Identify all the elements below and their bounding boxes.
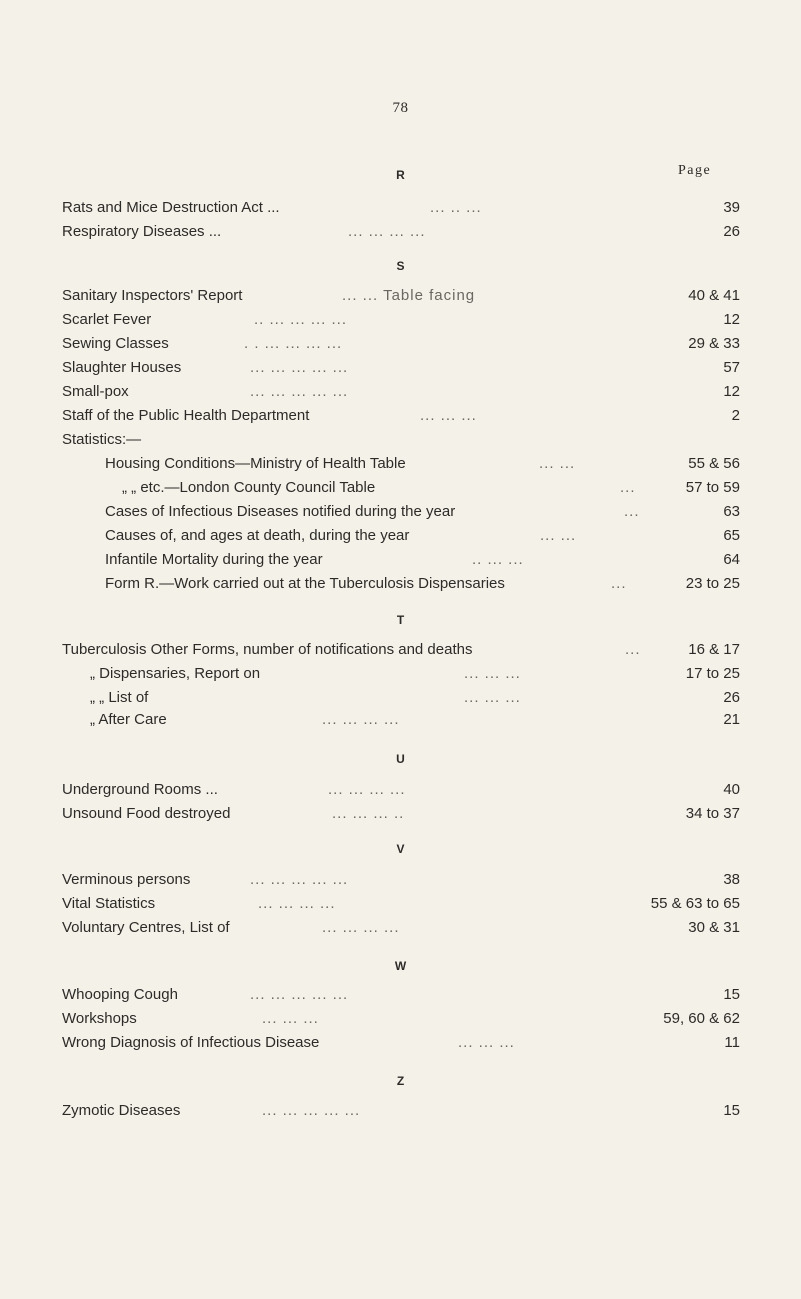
index-entry bbox=[62, 333, 740, 355]
entry-page: 17 to 25 bbox=[685, 665, 740, 682]
entry-leader: ... bbox=[625, 641, 641, 658]
entry-page: 15 bbox=[723, 986, 740, 1003]
entry-page: 23 to 25 bbox=[685, 575, 740, 592]
entry-label: Statistics:— bbox=[62, 431, 142, 448]
entry-leader: ... ... ... bbox=[458, 1034, 515, 1051]
index-entry bbox=[62, 1032, 740, 1054]
entry-label: „ Dispensaries, Report on bbox=[90, 665, 261, 682]
section-letter-t: T bbox=[396, 613, 405, 627]
entry-label: Form R.—Work carried out at the Tuberculosis Dispensaries bbox=[105, 575, 505, 592]
entry-label: Vital Statistics bbox=[62, 895, 156, 912]
entry-leader: ... ... bbox=[540, 527, 577, 544]
entry-page: 26 bbox=[723, 223, 740, 240]
index-entry bbox=[62, 687, 740, 709]
entry-page: 12 bbox=[723, 311, 740, 328]
entry-leader: ... ... ... ... ... bbox=[262, 1102, 361, 1119]
entry-page: 40 & 41 bbox=[688, 287, 740, 304]
index-entry bbox=[62, 1100, 740, 1122]
index-entry bbox=[62, 639, 740, 661]
section-letter-w: W bbox=[394, 959, 407, 973]
entry-page: 40 bbox=[723, 781, 740, 798]
entry-leader: ... ... ... ... bbox=[328, 781, 406, 798]
index-entry bbox=[62, 285, 740, 307]
index-entry bbox=[62, 477, 740, 499]
index-entry bbox=[62, 197, 740, 219]
entry-page: 29 & 33 bbox=[688, 335, 740, 352]
entry-leader: ... ... ... ... ... bbox=[250, 986, 349, 1003]
entry-leader: ... ... ... bbox=[262, 1010, 319, 1027]
entry-page: 55 & 63 to 65 bbox=[650, 895, 740, 912]
index-entry bbox=[62, 869, 740, 891]
index-entry bbox=[62, 893, 740, 915]
index-entry bbox=[62, 779, 740, 801]
index-entry bbox=[62, 917, 740, 939]
entry-page: 38 bbox=[723, 871, 740, 888]
entry-page: 63 bbox=[723, 503, 740, 520]
section-letter-z: Z bbox=[396, 1074, 405, 1088]
entry-page: 16 & 17 bbox=[688, 641, 740, 658]
entry-page: 2 bbox=[731, 407, 740, 424]
entry-leader: ... ... ... bbox=[464, 665, 521, 682]
index-entry bbox=[62, 549, 740, 571]
entry-label: Underground Rooms ... bbox=[62, 781, 218, 798]
entry-leader: ... ... Table facing bbox=[342, 287, 476, 304]
entry-leader: ... ... bbox=[539, 455, 576, 472]
entry-leader: ... ... ... ... ... bbox=[250, 359, 349, 376]
entry-leader: . . ... ... ... ... bbox=[244, 335, 343, 352]
index-entry bbox=[62, 429, 740, 451]
entry-label: Unsound Food destroyed bbox=[62, 805, 231, 822]
entry-page: 39 bbox=[723, 199, 740, 216]
entry-page: 34 to 37 bbox=[685, 805, 740, 822]
entry-label: Respiratory Diseases ... bbox=[62, 223, 222, 240]
section-letter-s: S bbox=[396, 259, 405, 273]
entry-page: 65 bbox=[723, 527, 740, 544]
section-letter-v: V bbox=[396, 842, 405, 856]
entry-page: 15 bbox=[723, 1102, 740, 1119]
entry-label: Staff of the Public Health Department bbox=[62, 407, 310, 424]
index-entry bbox=[62, 1008, 740, 1030]
section-letter-r: R bbox=[396, 168, 405, 182]
entry-page: 30 & 31 bbox=[688, 919, 740, 936]
entry-page: 21 bbox=[723, 711, 740, 728]
entry-label: Sewing Classes bbox=[62, 335, 169, 352]
index-entry bbox=[62, 381, 740, 403]
page-column-header: Page bbox=[678, 163, 712, 178]
index-entry bbox=[62, 221, 740, 243]
index-entry bbox=[62, 525, 740, 547]
entry-label: Housing Conditions—Ministry of Health Table bbox=[105, 455, 406, 472]
entry-label: Rats and Mice Destruction Act ... bbox=[62, 199, 280, 216]
index-entry bbox=[62, 309, 740, 331]
entry-page: 26 bbox=[723, 689, 740, 706]
entry-page: 11 bbox=[724, 1034, 740, 1051]
index-entry bbox=[62, 709, 740, 731]
index-entry bbox=[62, 357, 740, 379]
entry-label: Cases of Infectious Diseases notified during the year bbox=[105, 503, 456, 520]
index-entry bbox=[62, 803, 740, 825]
entry-leader: ... ... ... ... bbox=[322, 711, 400, 728]
entry-label: Zymotic Diseases bbox=[62, 1102, 181, 1119]
entry-page: 57 bbox=[723, 359, 740, 376]
index-entry bbox=[62, 663, 740, 685]
entry-label: Slaughter Houses bbox=[62, 359, 182, 376]
entry-leader: ... ... ... ... bbox=[322, 919, 400, 936]
entry-label: Tuberculosis Other Forms, number of notifications and deaths bbox=[62, 641, 473, 658]
entry-leader: .. ... ... bbox=[472, 551, 524, 568]
section-letter-u: U bbox=[396, 752, 405, 766]
entry-label: Scarlet Fever bbox=[62, 311, 152, 328]
entry-label: „ „ List of bbox=[90, 689, 149, 706]
entry-leader: ... ... ... ... ... bbox=[250, 871, 349, 888]
entry-page: 12 bbox=[723, 383, 740, 400]
entry-page: 59, 60 & 62 bbox=[663, 1010, 740, 1027]
entry-page: 64 bbox=[723, 551, 740, 568]
entry-label: Whooping Cough bbox=[62, 986, 178, 1003]
entry-label: Infantile Mortality during the year bbox=[105, 551, 323, 568]
index-entry bbox=[62, 453, 740, 475]
entry-page: 55 & 56 bbox=[688, 455, 740, 472]
entry-label: „ „ etc.—London County Council Table bbox=[122, 479, 376, 496]
entry-leader: ... ... ... ... bbox=[348, 223, 426, 240]
entry-label: Small-pox bbox=[62, 383, 129, 400]
entry-label: Causes of, and ages at death, during the year bbox=[105, 527, 410, 544]
entry-leader: .. ... ... ... ... bbox=[254, 311, 348, 328]
entry-page: 57 to 59 bbox=[685, 479, 740, 496]
entry-label: „ After Care bbox=[90, 711, 167, 728]
entry-label: Wrong Diagnosis of Infectious Disease bbox=[62, 1034, 320, 1051]
index-entry bbox=[62, 405, 740, 427]
entry-leader: ... ... ... bbox=[464, 689, 521, 706]
entry-label: Verminous persons bbox=[62, 871, 191, 888]
index-entry bbox=[62, 984, 740, 1006]
entry-leader: ... bbox=[624, 503, 640, 520]
page-number: 78 bbox=[392, 100, 409, 116]
index-entry bbox=[62, 573, 740, 595]
index-entry bbox=[62, 501, 740, 523]
entry-label: Workshops bbox=[62, 1010, 137, 1027]
entry-label: Voluntary Centres, List of bbox=[62, 919, 230, 936]
entry-leader: ... ... ... ... bbox=[258, 895, 336, 912]
entry-leader: ... ... ... .. bbox=[332, 805, 405, 822]
entry-label: Sanitary Inspectors' Report bbox=[62, 287, 243, 304]
entry-leader: ... ... ... ... ... bbox=[250, 383, 349, 400]
entry-leader: ... bbox=[611, 575, 627, 592]
entry-leader: ... bbox=[620, 479, 636, 496]
entry-leader: ... .. ... bbox=[430, 199, 482, 216]
entry-leader: ... ... ... bbox=[420, 407, 477, 424]
